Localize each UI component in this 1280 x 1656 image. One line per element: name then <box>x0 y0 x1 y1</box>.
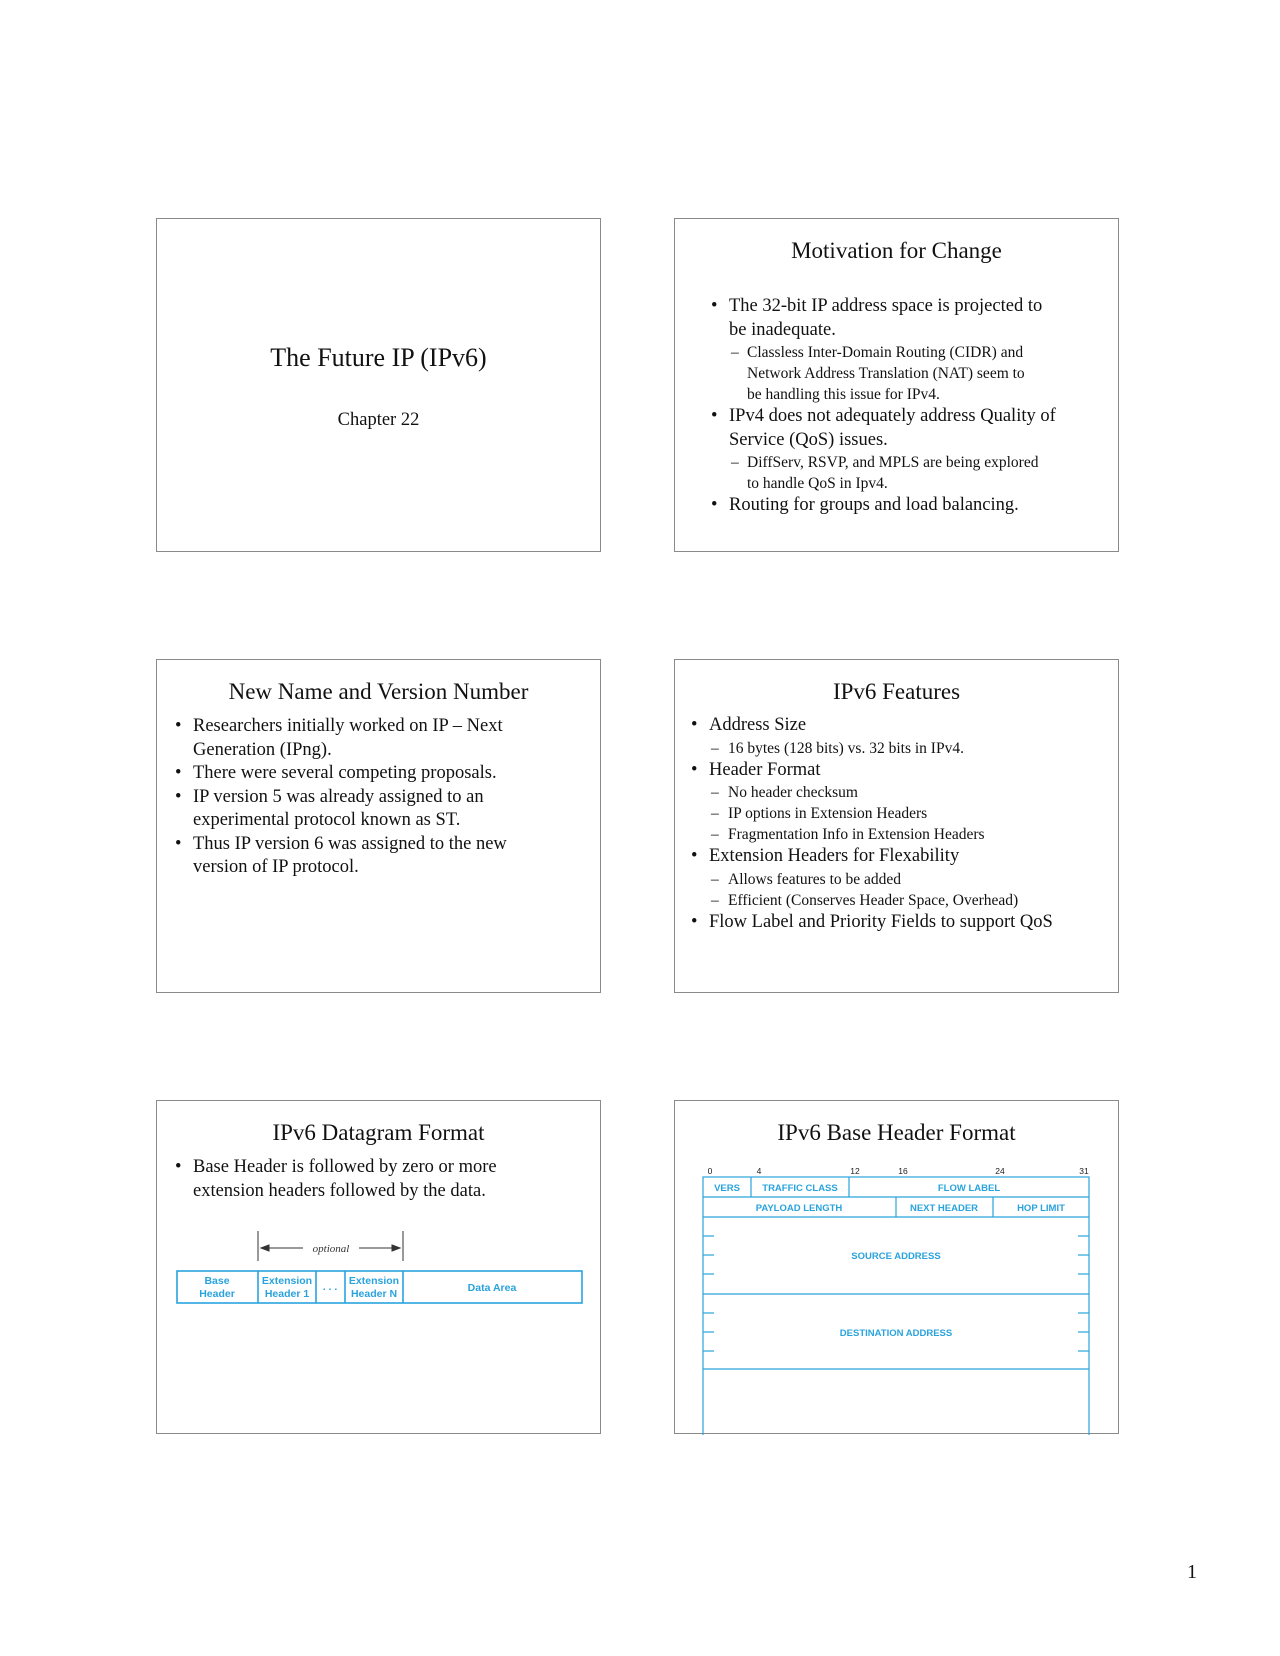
hop-limit-field: HOP LIMIT <box>1017 1203 1065 1214</box>
bullet-icon: • <box>711 495 718 515</box>
sub-bullet-text: Efficient (Conserves Header Space, Overhead) <box>728 891 1019 909</box>
sub-bullet-text: No header checksum <box>728 784 858 801</box>
next-header-field: NEXT HEADER <box>909 1203 979 1214</box>
bit-label: 12 <box>850 1166 860 1176</box>
bit-label: 0 <box>707 1166 713 1176</box>
bullet-item <box>691 911 1110 935</box>
bullet-icon: • <box>175 833 182 854</box>
source-address-field: SOURCE ADDRESS <box>851 1251 941 1262</box>
bullet-list <box>711 295 1110 518</box>
slide-title: IPv6 Datagram Format <box>272 1120 485 1145</box>
extension-header-1-label: Extension <box>261 1275 313 1287</box>
bullet-text: Generation (IPng). <box>193 739 332 760</box>
bit-label: 31 <box>1079 1166 1089 1176</box>
slide-title: IPv6 Base Header Format <box>777 1120 1016 1145</box>
payload-length-field: PAYLOAD LENGTH <box>755 1203 843 1214</box>
bullet-text: Routing for groups and load balancing. <box>729 495 1019 515</box>
datagram-format-diagram <box>157 1101 602 1435</box>
sub-bullet-text: DiffServ, RSVP, and MPLS are being explored <box>747 454 1039 471</box>
dash-icon: – <box>711 805 719 822</box>
sub-bullet-item <box>691 782 1110 803</box>
bullet-text: Thus IP version 6 was assigned to the new <box>193 833 507 854</box>
slide-3 <box>156 659 601 993</box>
bullet-list <box>175 715 592 880</box>
bullet-item <box>711 494 1110 518</box>
bullet-icon: • <box>175 786 182 807</box>
slide-title: New Name and Version Number <box>228 679 529 704</box>
bullet-text: Header Format <box>709 759 821 780</box>
bit-label: 24 <box>995 1166 1005 1176</box>
flow-label-field: FLOW LABEL <box>937 1183 1001 1194</box>
extension-header-1-label: Header 1 <box>264 1288 310 1300</box>
dash-icon: – <box>711 739 719 757</box>
base-header-label: Header <box>199 1288 235 1300</box>
sub-bullet-text: IP options in Extension Headers <box>728 805 928 822</box>
bullet-item <box>175 762 592 786</box>
bullet-text: There were several competing proposals. <box>193 763 497 783</box>
dash-icon: – <box>711 870 719 888</box>
extension-header-n-label: Header N <box>350 1288 398 1300</box>
optional-label: optional <box>312 1243 350 1255</box>
bullet-icon: • <box>691 715 698 735</box>
sub-bullet-item <box>691 803 1110 824</box>
bullet-icon: • <box>711 296 718 316</box>
bullet-icon: • <box>175 716 182 736</box>
bullet-item <box>691 759 1110 783</box>
bullet-text: Address Size <box>709 715 807 735</box>
bullet-item <box>691 845 1110 869</box>
slide-title: The Future IP (IPv6) <box>270 343 487 372</box>
sub-bullet-text: Allows features to be added <box>728 870 902 888</box>
dash-icon: – <box>711 784 719 801</box>
dash-icon: – <box>711 891 719 909</box>
bullet-text: Flow Label and Priority Fields to support QoS <box>709 911 1053 932</box>
bullet-text: Extension Headers for Flexability <box>709 846 960 866</box>
bullet-text: The 32-bit IP address space is projected to <box>729 296 1043 316</box>
sub-bullet-text: Classless Inter-Domain Routing (CIDR) and <box>747 344 1024 361</box>
bullet-text: IPv4 does not adequately address Quality of <box>729 406 1056 426</box>
bullet-text: Researchers initially worked on IP – Next <box>193 716 503 736</box>
sub-bullet-item <box>691 824 1110 845</box>
sub-bullet-text: Network Address Translation (NAT) seem to <box>747 365 1025 382</box>
bullet-icon: • <box>691 846 698 866</box>
slide-6 <box>674 1100 1119 1434</box>
bit-label: 16 <box>898 1166 908 1176</box>
slide-5 <box>156 1100 601 1434</box>
bullet-list <box>691 714 1110 934</box>
sub-bullet-text: 16 bytes (128 bits) vs. 32 bits in IPv4. <box>728 739 964 757</box>
slide-title: Motivation for Change <box>791 238 1002 263</box>
bullet-icon: • <box>711 406 718 426</box>
bullet-item <box>711 295 1110 342</box>
base-header-label: Base <box>204 1275 230 1287</box>
slide-4 <box>674 659 1119 993</box>
bullet-item <box>691 714 1110 738</box>
dash-icon: – <box>711 826 719 843</box>
extension-header-n-label: Extension <box>348 1275 400 1287</box>
bullet-item <box>175 833 592 880</box>
slide-title: IPv6 Features <box>832 679 961 704</box>
slide-2 <box>674 218 1119 552</box>
ellipsis-dots: . . . <box>322 1281 338 1293</box>
page-number: 1 <box>1187 1561 1197 1583</box>
sub-bullet-item <box>711 342 1110 405</box>
bullet-text: IP version 5 was already assigned to an <box>193 786 484 807</box>
bullet-icon: • <box>175 763 182 783</box>
dash-icon: – <box>731 454 739 471</box>
bullet-item <box>175 715 592 762</box>
bullet-text: be inadequate. <box>729 319 836 340</box>
bullet-text: version of IP protocol. <box>193 857 359 877</box>
vers-field: VERS <box>714 1183 740 1194</box>
bullet-text: extension headers followed by the data. <box>193 1180 486 1201</box>
bullet-text: Service (QoS) issues. <box>729 429 888 450</box>
bullet-item <box>175 786 592 833</box>
slide-subtitle: Chapter 22 <box>337 410 420 430</box>
bullet-icon: • <box>691 911 698 932</box>
bullet-item <box>711 405 1110 452</box>
base-header-format-diagram <box>675 1101 1120 1435</box>
bullet-text: Base Header is followed by zero or more <box>193 1157 497 1177</box>
traffic-class-field: TRAFFIC CLASS <box>762 1183 838 1194</box>
destination-address-field: DESTINATION ADDRESS <box>839 1328 953 1339</box>
bit-label: 4 <box>756 1166 762 1176</box>
sub-bullet-item <box>691 738 1110 759</box>
sub-bullet-text: be handling this issue for IPv4. <box>747 386 940 403</box>
dash-icon: – <box>731 344 739 361</box>
sub-bullet-item <box>691 890 1110 911</box>
sub-bullet-text: Fragmentation Info in Extension Headers <box>728 826 985 843</box>
data-area-label: Data Area <box>467 1282 517 1294</box>
sub-bullet-item <box>711 452 1110 494</box>
slide-1 <box>156 218 601 552</box>
bullet-icon: • <box>175 1157 182 1177</box>
bullet-text: experimental protocol known as ST. <box>193 810 461 830</box>
bullet-icon: • <box>691 759 698 780</box>
sub-bullet-item <box>691 869 1110 890</box>
sub-bullet-text: to handle QoS in Ipv4. <box>747 475 888 492</box>
